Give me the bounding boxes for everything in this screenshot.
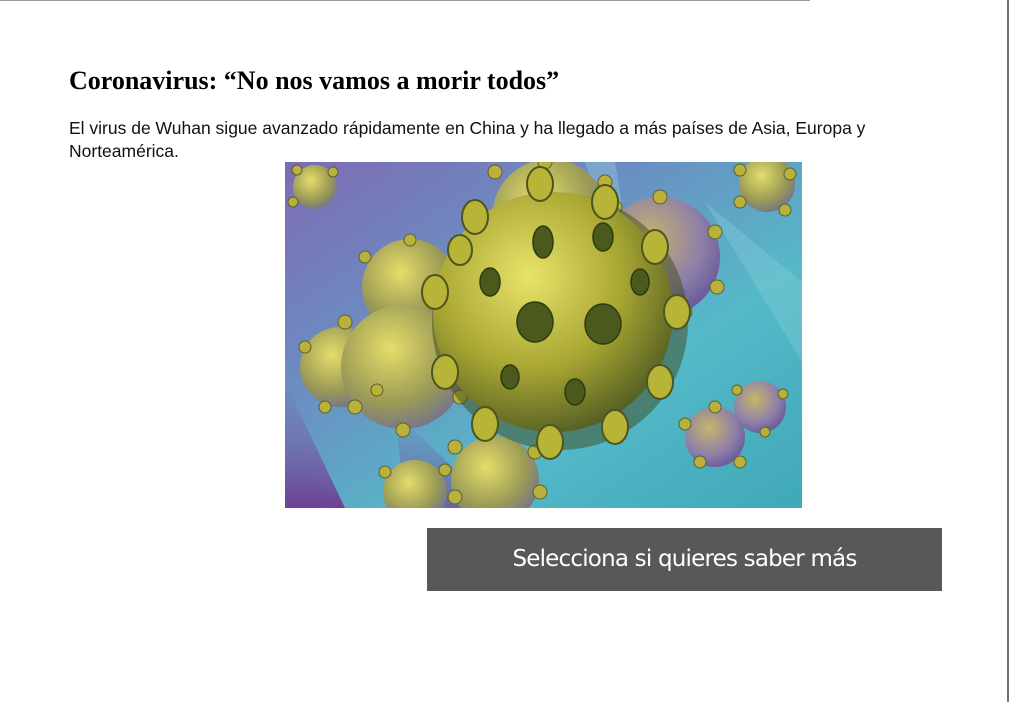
top-divider [0,0,810,1]
learn-more-button[interactable]: Selecciona si quieres saber más [427,528,942,591]
article-lead: El virus de Wuhan sigue avanzado rápidamente en China y ha llegado a más países de Asia, Europa y Norteamérica. [69,118,866,161]
article-title: Coronavirus: “No nos vamos a morir todos” [69,66,560,95]
coronavirus-illustration [285,162,802,508]
